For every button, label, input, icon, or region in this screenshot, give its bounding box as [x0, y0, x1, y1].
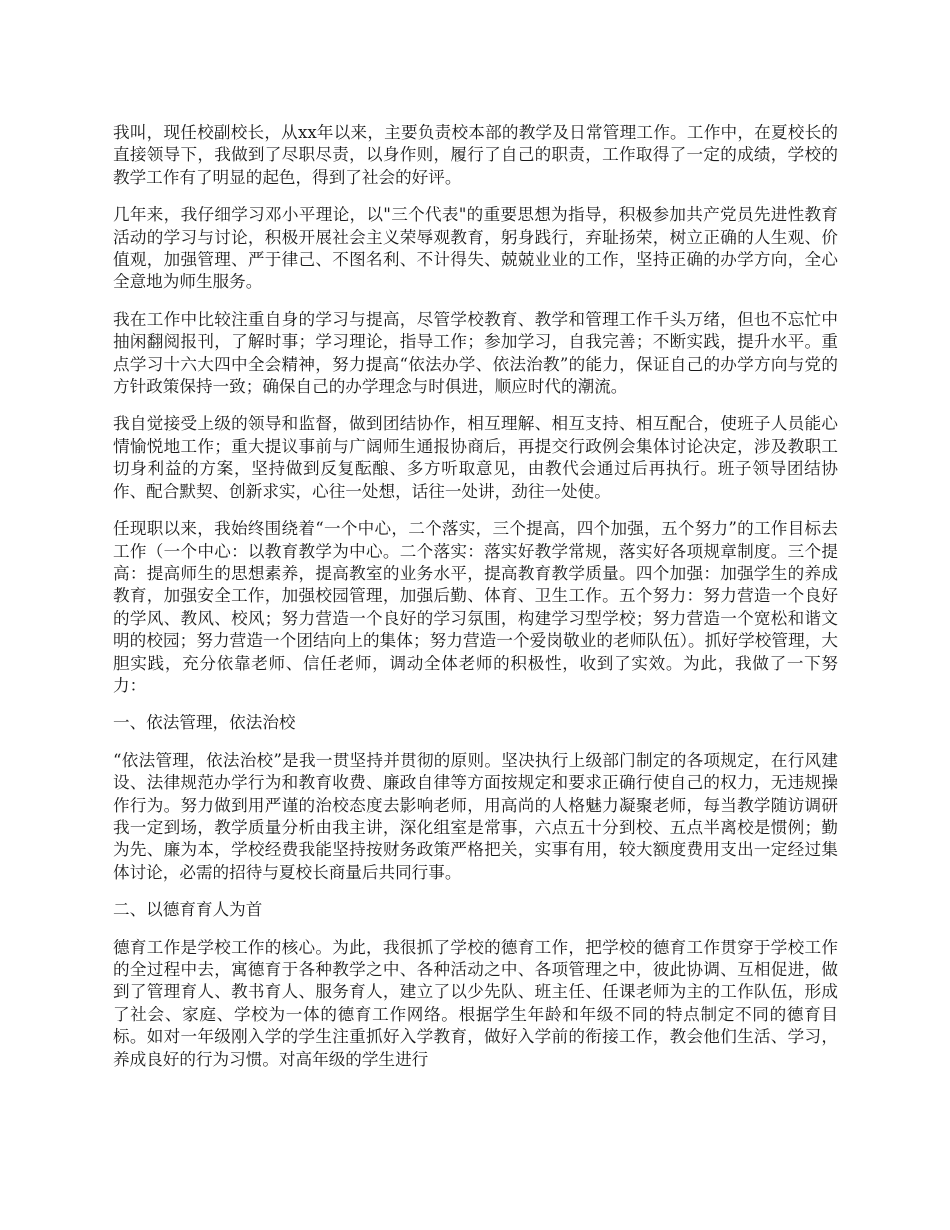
- paragraph-law-governance: “依法管理，依法治校”是我一贯坚持并贯彻的原则。坚决执行上级部门制定的各项规定，在行风建设、法律规范办学行为和教育收费、廉政自律等方面按规定和要求正确行使自己的权力，无违规操作行为。努力做到用严谨的治校态度去影响老师，用高尚的人格魅力凝聚老师，每当教学随访调研我一定到场，教学质量分析由我主讲，深化组室是常事，六点五十分到校、五点半离校是惯例；勤为先、廉为本，学校经费我能坚持按财务政策严格把关，实事有用，较大额度费用支出一定经过集体讨论，必需的招待与夏校长商量后共同行事。: [113, 750, 838, 882]
- document-body: [113, 122, 838, 1086]
- paragraph-teamwork: 我自觉接受上级的领导和监督，做到团结协作，相互理解、相互支持、相互配合，使班子人员能心情愉悦地工作；重大提议事前与广阔师生通报协商后，再提交行政例会集体讨论决定，涉及教职工切身利益的方案，坚持做到反复酝酿、多方听取意见，由教代会通过后再执行。班子领导团结协作、配合默契、创新求实，心往一处想，话往一处讲，劲往一处使。: [113, 414, 838, 501]
- paragraph-intro: 我叫，现任校副校长，从xx年以来，主要负责校本部的教学及日常管理工作。工作中，在夏校长的直接领导下，我做到了尽职尽责，以身作则，履行了自己的职责，工作取得了一定的成绩，学校的教学工作有了明显的起色，得到了社会的好评。: [113, 123, 838, 187]
- paragraph-self-learning: 我在工作中比较注重自身的学习与提高，尽管学校教育、教学和管理工作千头万绪，但也不忘忙中抽闲翻阅报刊，了解时事；学习理论，指导工作；参加学习，自我完善；不断实践，提升水平。重点学习十六大四中全会精神，努力提高“依法办学、依法治教”的能力，保证自己的办学方向与党的方针政策保持一致；确保自己的办学理念与时俱进，顺应时代的潮流。: [113, 309, 838, 397]
- section-heading-law: 一、依法管理，依法治校: [113, 713, 296, 733]
- section-heading-moral: 二、以德育育人为首: [113, 900, 263, 920]
- paragraph-work-goals: 任现职以来，我始终围绕着“一个中心，二个落实，三个提高，四个加强，五个努力”的工作目标去工作（一个中心：以教育教学为中心。二个落实：落实好教学常规，落实好各项规章制度。三个提高：提高师生的思想素养，提高教室的业务水平，提高教育教学质量。四个加强：加强学生的养成教育，加强安全工作，加强校园管理，加强后勤、体育、卫生工作。五个努力：努力营造一个良好的学风、教风、校风；努力营造一个良好的学习氛围，构建学习型学校；努力营造一个宽松和谐文明的校园；努力营造一个团结向上的集体；努力营造一个爱岗敬业的老师队伍）。抓好学校管理，大胆实践，充分依靠老师、信任老师，调动全体老师的积极性，收到了实效。为此，我做了一下努力：: [113, 519, 838, 695]
- paragraph-theory-study: 几年来，我仔细学习邓小平理论，以"三个代表"的重要思想为指导，积极参加共产党员先进性教育活动的学习与讨论，积极开展社会主义荣辱观教育，躬身践行，弃耻扬荣，树立正确的人生观、价值观，加强管理、严于律己、不图名利、不计得失、兢兢业业的工作，坚持正确的办学方向，全心全意地为师生服务。: [113, 205, 838, 292]
- paragraph-moral-education: 德育工作是学校工作的核心。为此，我很抓了学校的德育工作，把学校的德育工作贯穿于学校工作的全过程中去，寓德育于各种教学之中、各种活动之中、各项管理之中，彼此协调、互相促进，做到了管理育人、教书育人、服务育人，建立了以少先队、班主任、任课老师为主的工作队伍，形成了社会、家庭、学校为一体的德育工作网络。根据学生年龄和年级不同的特点制定不同的德育目标。如对一年级刚入学的学生注重抓好入学教育，做好入学前的衔接工作，教会他们生活、学习，养成良好的行为习惯。对高年级的学生进行: [113, 937, 838, 1069]
